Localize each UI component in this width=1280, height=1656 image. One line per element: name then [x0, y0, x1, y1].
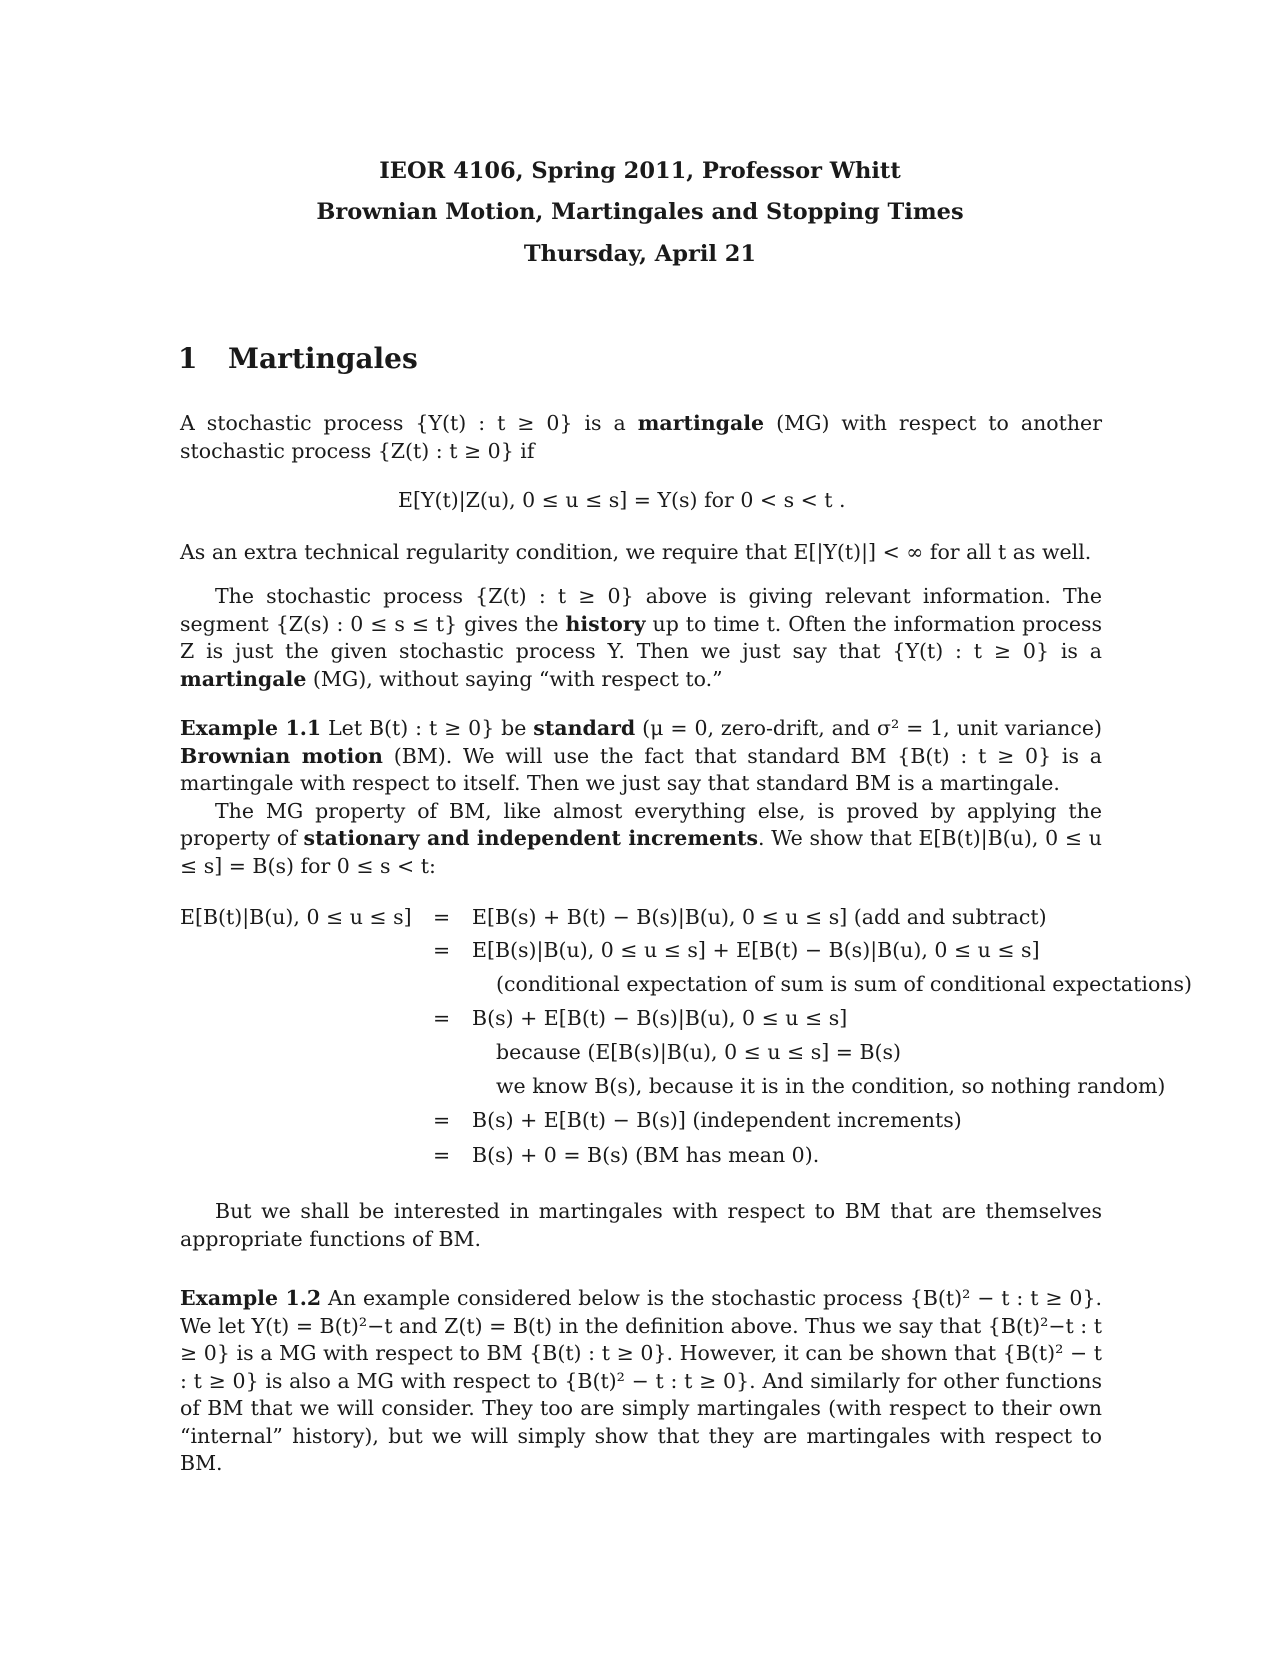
info-bold-martingale: martingale — [180, 666, 307, 691]
martingale-equation: E[Y(t)|Z(u), 0 ≤ u ≤ s] = Y(s) for 0 < s < t . — [398, 488, 846, 512]
info-text-a: The stochastic process {Z(t) : t ≥ 0} above is giving relevant information. The segment {Z(s) : 0 ≤ s ≤ t} gives the — [180, 584, 1102, 636]
mg-property-bold: stationary and independent increments — [303, 826, 758, 850]
example-1-1-text-d: (BM). We will use the fact that standard BM {B(t) : t ≥ 0} is a martingale with respect to itself. Then we just say that standard BM is a martingale. — [180, 743, 1102, 795]
example-1-2-label: Example 1.2 — [180, 1286, 322, 1310]
mg-property-text-a: The MG property of BM, like almost everything else, is proved by applying the property of — [180, 798, 1102, 850]
definition-text-a: A stochastic process {Y(t) : t ≥ 0} is a — [180, 411, 638, 435]
section-title: Martingales — [228, 342, 418, 375]
header-course-line: IEOR 4106, Spring 2011, Professor Whitt — [379, 158, 901, 184]
section-number: 1 — [178, 342, 198, 375]
interest-text: But we shall be interested in martingales with respect to BM that are themselves appropriate functions of BM. — [180, 1199, 1102, 1251]
header-date-line: Thursday, April 21 — [523, 241, 757, 267]
header-topic-line: Brownian Motion, Martingales and Stopping Times — [316, 199, 964, 225]
info-text-d: (MG), without saying “with respect to.” — [306, 666, 723, 691]
derivation-step-1: E[B(s) + B(t) − B(s)|B(u), 0 ≤ u ≤ s] (add and subtract) — [472, 905, 1047, 929]
derivation-step-4: B(s) + E[B(t) − B(s)] (independent increments) — [472, 1108, 962, 1132]
example-1-1 — [180, 715, 1102, 880]
derivation-step-3: B(s) + E[B(t) − B(s)|B(u), 0 ≤ u ≤ s] — [472, 1006, 848, 1030]
example-1-1-bold-bm: Brownian motion — [180, 743, 383, 768]
derivation-note-2: (conditional expectation of sum is sum of conditional expectations) — [496, 972, 1193, 996]
derivation-eq-5: = — [433, 1143, 451, 1167]
example-1-1-label: Example 1.1 — [180, 716, 322, 740]
example-1-2 — [180, 1285, 1102, 1478]
mg-property-text-c: . We show that E[B(t)|B(u), 0 ≤ u ≤ s] = B(s) for 0 ≤ s < t: — [180, 826, 1102, 878]
derivation-step-2: E[B(s)|B(u), 0 ≤ u ≤ s] + E[B(t) − B(s)|B(u), 0 ≤ u ≤ s] — [472, 938, 1040, 962]
example-1-1-bold-standard: standard — [533, 716, 636, 740]
derivation-note-3a: because (E[B(s)|B(u), 0 ≤ u ≤ s] = B(s) — [496, 1040, 902, 1064]
definition-text-b: (MG) with respect to another stochastic process {Z(t) : t ≥ 0} if — [180, 411, 1102, 463]
interest-paragraph — [180, 1198, 1102, 1253]
derivation-note-3b: we know B(s), because it is in the condition, so nothing random) — [496, 1074, 1166, 1098]
martingale-definition — [180, 410, 1102, 465]
derivation-eq-1: = — [433, 905, 451, 929]
example-1-2-text: An example considered below is the stochastic process {B(t)² − t : t ≥ 0}. We let Y(t) = B(t)²−t and Z(t) = B(t) in the definition above. Thus we say that {B(t)²−t : t ≥ 0} is a MG with respect to BM {B(t) : t ≥ 0}. However, it can be shown that {B(t)² − t : t ≥ 0} is also a MG with respect to {B(t)² − t : t ≥ 0}. And similarly for other functions of BM that we will consider. They too are simply martingales (with respect to their own “internal” history), but we will simply show that they are martingales with respect to BM. — [180, 1286, 1103, 1475]
example-1-1-text-a: Let B(t) : t ≥ 0} be — [321, 716, 534, 740]
derivation-step-5: B(s) + 0 = B(s) (BM has mean 0). — [472, 1143, 820, 1167]
regularity-condition: As an extra technical regularity condition, we require that E[|Y(t)|] < ∞ for all t as well. — [180, 540, 1092, 564]
derivation-lhs: E[B(t)|B(u), 0 ≤ u ≤ s] — [180, 905, 412, 929]
info-bold-history: history — [565, 611, 646, 636]
info-text-c: up to time t. Often the information process Z is just the given stochastic process Y. Then we just say that {Y(t) : t ≥ 0} is a — [180, 611, 1102, 663]
information-paragraph — [180, 583, 1102, 693]
derivation-eq-2: = — [433, 938, 451, 962]
derivation-eq-4: = — [433, 1108, 451, 1132]
definition-bold-term: martingale — [637, 411, 765, 435]
derivation-eq-3: = — [433, 1006, 451, 1030]
example-1-1-text-c: (μ = 0, zero-drift, and σ² = 1, unit variance) — [635, 716, 1102, 740]
